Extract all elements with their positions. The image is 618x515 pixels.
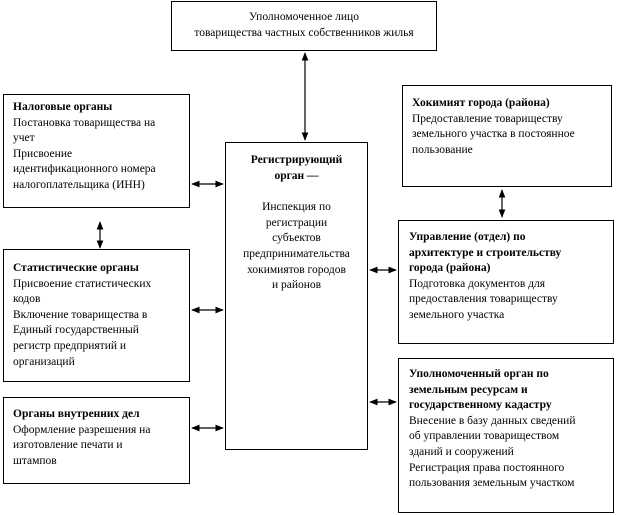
stat-line-4: Единый государственный — [13, 324, 139, 337]
architecture-title-line-3: города (района) — [409, 262, 491, 275]
internal-affairs-title: Органы внутренних дел — [13, 408, 140, 420]
tax-line-5: налогоплательщика (ИНН) — [13, 178, 145, 191]
khokimiyat-line-3: пользование — [412, 143, 473, 156]
architecture-title-line-2: архитектуре и строительству — [409, 246, 562, 259]
registrar-line-4: предпринимательства — [243, 247, 350, 260]
authorized-person-line-2: товарищества частных собственников жилья — [194, 26, 414, 39]
land-title-line-1: Уполномоченный орган по — [409, 368, 549, 380]
land-title — [409, 367, 613, 414]
registrar-line-5: хокимиятов городов — [247, 263, 346, 276]
tax-line-4: идентификационного номера — [13, 163, 156, 176]
registrar-title-line-2: орган — — [274, 169, 319, 182]
registrar-line-1: Инспекция по — [262, 201, 331, 214]
statistics-authorities-box — [3, 249, 190, 382]
stat-line-1: Присвоение статистических — [13, 277, 152, 290]
tax-line-1: Постановка товарищества на — [13, 116, 156, 129]
registering-authority-box — [225, 142, 368, 450]
architecture-line-3: земельного участка — [409, 308, 505, 321]
khokimiyat-line-1: Предоставление товариществу — [412, 112, 563, 125]
land-line-1: Внесение в базу данных сведений — [409, 414, 576, 427]
tax-line-3: Присвоение — [13, 147, 73, 160]
stat-line-3: Включение товарищества в — [13, 308, 148, 321]
land-line-2: об управлении товариществом — [409, 430, 560, 443]
land-line-4: Регистрация права постоянного — [409, 461, 565, 474]
tax-authorities-title: Налоговые органы — [13, 101, 113, 113]
registrar-title-line-1: Регистрирующий — [250, 154, 343, 166]
registrar-line-3: субъектов — [272, 232, 321, 245]
statistics-title: Статистические органы — [13, 262, 139, 274]
land-line-3: зданий и сооружений — [409, 445, 514, 458]
tax-authorities-box — [3, 94, 190, 208]
police-line-1: Оформление разрешения на — [13, 423, 151, 436]
khokimiyat-box — [402, 85, 612, 187]
police-line-3: штампов — [13, 454, 57, 467]
architecture-line-1: Подготовка документов для — [409, 277, 546, 290]
architecture-title — [409, 230, 613, 277]
stat-line-2: кодов — [13, 293, 41, 306]
khokimiyat-line-2: земельного участка в постоянное — [412, 128, 575, 141]
registrar-title — [230, 153, 363, 184]
tax-line-2: учет — [13, 132, 35, 145]
architecture-title-line-1: Управление (отдел) по — [409, 231, 526, 243]
architecture-department-box — [398, 220, 614, 344]
authorized-person-box — [171, 1, 437, 51]
stat-line-6: организаций — [13, 355, 75, 368]
architecture-line-2: предоставления товариществу — [409, 293, 558, 306]
police-line-2: изготовление печати и — [13, 439, 123, 452]
internal-affairs-box — [3, 397, 190, 484]
land-title-line-2: земельным ресурсам и — [409, 383, 528, 396]
authorized-person-line-1: Уполномоченное лицо — [249, 11, 359, 23]
registrar-line-2: регистрации — [265, 216, 328, 229]
khokimiyat-title: Хокимият города (района) — [412, 97, 550, 109]
land-resources-authority-box — [398, 358, 614, 513]
land-title-line-3: государственному кадастру — [409, 399, 552, 412]
land-line-5: пользования земельным участком — [409, 477, 575, 490]
stat-line-5: регистр предприятий и — [13, 339, 127, 352]
registrar-line-6: и районов — [271, 279, 322, 292]
